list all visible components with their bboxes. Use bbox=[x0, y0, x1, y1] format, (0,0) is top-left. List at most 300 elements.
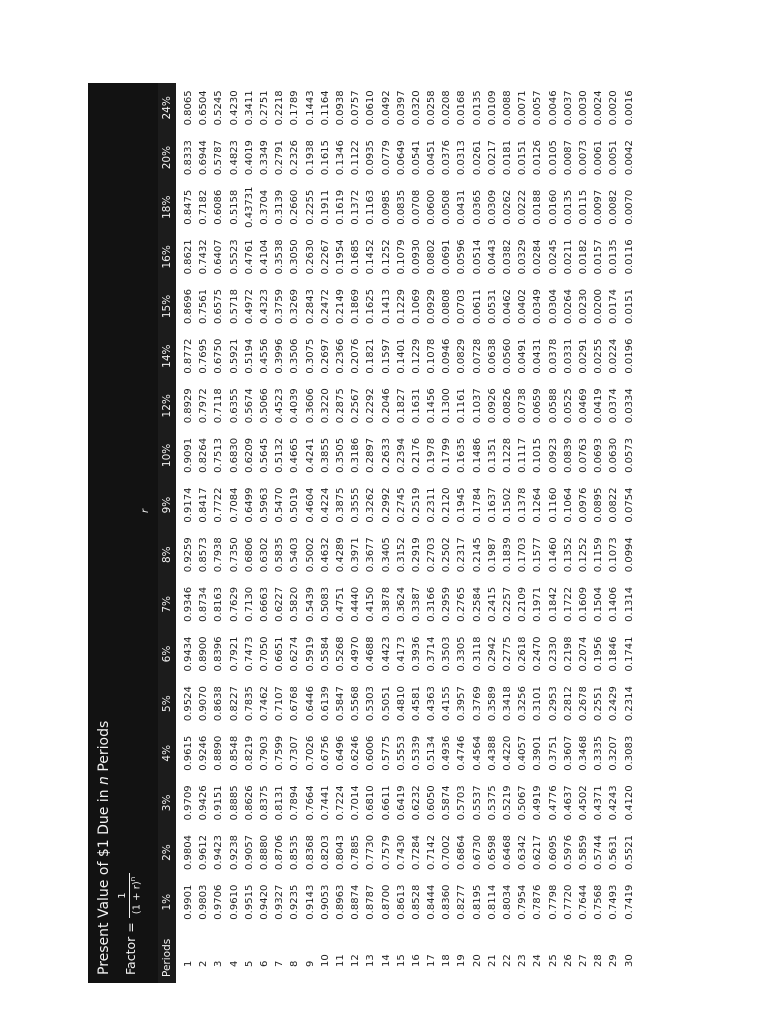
table-row bbox=[439, 83, 454, 983]
pv-factor-cell: 0.4972 bbox=[243, 289, 255, 324]
pv-factor-cell: 0.7629 bbox=[228, 586, 240, 622]
pv-factor-cell: 0.7002 bbox=[441, 835, 453, 871]
pv-factor-cell: 0.8929 bbox=[183, 388, 195, 424]
pv-factor-cell: 0.1117 bbox=[517, 437, 529, 473]
pv-factor-cell: 0.2218 bbox=[274, 90, 286, 126]
pv-factor-cell: 0.0115 bbox=[577, 189, 589, 225]
pv-factor-cell: 0.1163 bbox=[365, 189, 377, 225]
period-cell: 2 bbox=[198, 960, 210, 967]
pv-factor-cell: 0.5631 bbox=[608, 835, 620, 871]
pv-factor-cell: 0.1685 bbox=[350, 239, 362, 275]
pv-factor-cell: 0.8638 bbox=[213, 686, 225, 722]
pv-factor-cell: 0.0469 bbox=[577, 388, 589, 424]
pv-factor-cell: 0.4241 bbox=[304, 437, 316, 473]
pv-factor-cell: 0.0492 bbox=[380, 90, 392, 126]
pv-factor-cell: 0.7885 bbox=[350, 835, 362, 871]
rate-column-header: 3% bbox=[161, 794, 173, 812]
pv-factor-cell: 0.4919 bbox=[532, 785, 544, 821]
table-row bbox=[500, 83, 515, 983]
pv-factor-cell: 0.0376 bbox=[441, 140, 453, 176]
pv-factor-cell: 0.0588 bbox=[547, 388, 559, 424]
pv-factor-cell: 0.2326 bbox=[289, 140, 301, 176]
pv-factor-cell: 0.8874 bbox=[350, 884, 362, 920]
pv-factor-cell: 0.8114 bbox=[486, 884, 498, 920]
pv-factor-cell: 0.2678 bbox=[577, 686, 589, 722]
pv-factor-cell: 0.1938 bbox=[304, 140, 316, 176]
period-cell: 16 bbox=[410, 954, 422, 967]
pv-factor-cell: 0.7644 bbox=[577, 884, 589, 920]
pv-factor-cell: 0.2257 bbox=[502, 586, 514, 622]
table-row bbox=[394, 83, 409, 983]
pv-factor-cell: 0.6864 bbox=[456, 835, 468, 871]
pv-factor-cell: 0.5787 bbox=[213, 140, 225, 176]
table-row bbox=[621, 83, 636, 983]
pv-factor-cell: 0.0151 bbox=[517, 140, 529, 176]
pv-factor-cell: 0.0895 bbox=[593, 487, 605, 523]
period-cell: 3 bbox=[213, 960, 225, 967]
pv-factor-cell: 0.5521 bbox=[623, 835, 635, 871]
period-cell: 14 bbox=[380, 954, 392, 967]
pv-factor-cell: 0.2765 bbox=[456, 586, 468, 622]
pv-factor-cell: 0.1252 bbox=[380, 239, 392, 275]
pv-factor-cell: 0.4120 bbox=[623, 785, 635, 821]
title-bar bbox=[88, 83, 158, 983]
pv-factor-cell: 0.0037 bbox=[562, 90, 574, 126]
pv-factor-cell: 0.4746 bbox=[456, 735, 468, 771]
period-cell: 9 bbox=[304, 960, 316, 967]
rate-column-header: 20% bbox=[161, 145, 173, 170]
pv-factor-cell: 0.5568 bbox=[350, 686, 362, 722]
pv-factor-cell: 0.0070 bbox=[623, 189, 635, 225]
pv-factor-cell: 0.5919 bbox=[304, 636, 316, 672]
pv-factor-cell: 0.7142 bbox=[426, 835, 438, 871]
pv-factor-cell: 0.1413 bbox=[380, 289, 392, 324]
pv-factor-cell: 0.4388 bbox=[486, 735, 498, 771]
pv-factor-cell: 0.6246 bbox=[350, 735, 362, 771]
pv-factor-cell: 0.9091 bbox=[183, 437, 195, 473]
pv-factor-cell: 0.5245 bbox=[213, 90, 225, 126]
pv-factor-cell: 0.0082 bbox=[608, 189, 620, 225]
rate-column-header: 7% bbox=[161, 596, 173, 613]
pv-factor-cell: 0.4057 bbox=[517, 735, 529, 771]
pv-factor-cell: 0.1159 bbox=[593, 537, 605, 573]
pv-factor-cell: 0.2470 bbox=[532, 636, 544, 672]
pv-factor-cell: 0.0431 bbox=[456, 189, 468, 225]
pv-factor-cell: 0.3166 bbox=[426, 586, 438, 622]
pv-factor-cell: 0.0703 bbox=[456, 289, 468, 324]
pv-factor-cell: 0.1069 bbox=[410, 289, 422, 324]
pv-factor-cell: 0.2745 bbox=[395, 487, 407, 523]
pv-factor-cell: 0.2618 bbox=[517, 636, 529, 672]
pv-factor-cell: 0.2843 bbox=[304, 289, 316, 324]
pv-factor-cell: 0.6810 bbox=[365, 785, 377, 821]
pv-factor-cell: 0.7014 bbox=[350, 785, 362, 821]
pv-factor-cell: 0.4371 bbox=[593, 785, 605, 821]
pv-factor-cell: 0.0016 bbox=[623, 90, 635, 126]
pv-factor-cell: 0.2394 bbox=[395, 437, 407, 473]
pv-factor-cell: 0.2415 bbox=[486, 586, 498, 622]
pv-factor-cell: 0.7835 bbox=[243, 686, 255, 722]
pv-factor-cell: 0.0088 bbox=[502, 90, 514, 126]
factor-numerator: 1 bbox=[117, 892, 128, 899]
pv-factor-cell: 0.4039 bbox=[289, 388, 301, 424]
pv-factor-cell: 0.2149 bbox=[334, 289, 346, 324]
pv-factor-cell: 0.4823 bbox=[228, 140, 240, 176]
pv-factor-cell: 0.3901 bbox=[532, 735, 544, 771]
pv-factor-cell: 0.9434 bbox=[183, 636, 195, 672]
pv-factor-cell: 0.4230 bbox=[228, 90, 240, 126]
pv-factor-cell: 0.1502 bbox=[502, 487, 514, 523]
pv-factor-cell: 0.5847 bbox=[334, 686, 346, 722]
pv-factor-cell: 0.8360 bbox=[441, 884, 453, 920]
pv-factor-cell: 0.0923 bbox=[547, 437, 559, 473]
pv-factor-cell: 0.0938 bbox=[334, 90, 346, 126]
pv-factor-cell: 0.5645 bbox=[259, 437, 271, 473]
pv-factor-cell: 0.1252 bbox=[577, 537, 589, 573]
pv-factor-cell: 0.1228 bbox=[502, 437, 514, 473]
table-row bbox=[257, 83, 272, 983]
table-row bbox=[576, 83, 591, 983]
pv-factor-cell: 0.1846 bbox=[608, 636, 620, 672]
rate-column-header: 9% bbox=[161, 496, 173, 514]
pv-factor-cell: 0.5674 bbox=[243, 388, 255, 424]
pv-factor-cell: 0.2633 bbox=[380, 437, 392, 473]
pv-factor-cell: 0.9151 bbox=[213, 785, 225, 821]
pv-factor-cell: 0.9901 bbox=[183, 884, 195, 920]
pv-factor-cell: 0.6806 bbox=[243, 537, 255, 573]
pv-factor-cell: 0.5268 bbox=[334, 636, 346, 672]
pv-factor-cell: 0.3305 bbox=[456, 636, 468, 672]
table-row bbox=[211, 83, 226, 983]
table-row bbox=[348, 83, 363, 983]
pv-factor-cell: 0.7284 bbox=[410, 835, 422, 871]
table-title bbox=[96, 721, 112, 975]
pv-factor-cell: 0.8787 bbox=[365, 884, 377, 920]
pv-factor-cell: 0.7664 bbox=[304, 785, 316, 821]
pv-factor-cell: 0.0061 bbox=[593, 140, 605, 176]
table-row bbox=[378, 83, 393, 983]
pv-factor-cell: 0.4019 bbox=[243, 140, 255, 176]
table-row bbox=[454, 83, 469, 983]
pv-factor-cell: 0.8065 bbox=[183, 90, 195, 126]
pv-factor-cell: 0.2791 bbox=[274, 140, 286, 176]
pv-factor-cell: 0.3152 bbox=[395, 537, 407, 573]
pv-factor-cell: 0.6756 bbox=[319, 735, 331, 771]
pv-factor-cell: 0.8734 bbox=[198, 586, 210, 622]
rate-column-header: 4% bbox=[161, 744, 173, 762]
pv-factor-cell: 0.0839 bbox=[562, 437, 574, 473]
pv-factor-cell: 0.3704 bbox=[259, 189, 271, 225]
pv-factor-cell: 0.8043 bbox=[334, 835, 346, 871]
table-row bbox=[227, 83, 242, 983]
pv-factor-cell: 0.1351 bbox=[486, 437, 498, 473]
pv-factor-cell: 0.5775 bbox=[380, 735, 392, 771]
pv-factor-cell: 0.0196 bbox=[623, 338, 635, 374]
pv-factor-cell: 0.7350 bbox=[228, 537, 240, 573]
pv-factor-cell: 0.9524 bbox=[183, 686, 195, 722]
pv-factor-cell: 0.4936 bbox=[441, 735, 453, 771]
pv-factor-cell: 0.2267 bbox=[319, 239, 331, 275]
pv-factor-cell: 0.0291 bbox=[577, 338, 589, 374]
pv-factor-cell: 0.7972 bbox=[198, 388, 210, 424]
pv-factor-cell: 0.6504 bbox=[198, 90, 210, 126]
pv-factor-cell: 0.9610 bbox=[228, 884, 240, 920]
pv-factor-cell: 0.0779 bbox=[380, 140, 392, 176]
pv-factor-cell: 0.6830 bbox=[228, 437, 240, 473]
pv-factor-cell: 0.2120 bbox=[441, 487, 453, 523]
pv-factor-cell: 0.1625 bbox=[365, 289, 377, 324]
pv-factor-cell: 0.8621 bbox=[183, 239, 195, 275]
pv-factor-cell: 0.0057 bbox=[532, 90, 544, 126]
pv-factor-cell: 0.0174 bbox=[608, 289, 620, 324]
pv-factor-cell: 0.6575 bbox=[213, 289, 225, 324]
pv-factor-cell: 0.5523 bbox=[228, 239, 240, 275]
pv-factor-cell: 0.1978 bbox=[426, 437, 438, 473]
pv-factor-cell: 0.8626 bbox=[243, 785, 255, 821]
pv-factor-cell: 0.7903 bbox=[259, 735, 271, 771]
pv-factor-cell: 0.2551 bbox=[593, 686, 605, 722]
pv-factor-cell: 0.3606 bbox=[304, 388, 316, 424]
period-cell: 18 bbox=[441, 954, 453, 967]
pv-factor-cell: 0.2292 bbox=[365, 388, 377, 424]
title-prefix: Present Value of $1 Due in bbox=[96, 784, 112, 975]
pv-factor-cell: 0.0638 bbox=[486, 338, 498, 374]
pv-factor-cell: 0.6419 bbox=[395, 785, 407, 821]
table-row bbox=[546, 83, 561, 983]
pv-factor-cell: 0.3405 bbox=[380, 537, 392, 573]
pv-factor-cell: 0.3751 bbox=[547, 735, 559, 771]
pv-factor-cell: 0.9420 bbox=[259, 884, 271, 920]
pv-factor-cell: 0.7730 bbox=[365, 835, 377, 871]
pv-factor-cell: 0.4220 bbox=[502, 735, 514, 771]
rate-column-header: 1% bbox=[161, 893, 173, 911]
pv-factor-cell: 0.8528 bbox=[410, 884, 422, 920]
pv-factor-cell: 0.0573 bbox=[623, 437, 635, 473]
pv-factor-cell: 0.3186 bbox=[350, 437, 362, 473]
pv-factor-cell: 0.0365 bbox=[471, 189, 483, 225]
period-cell: 25 bbox=[547, 954, 559, 967]
pv-factor-cell: 0.0728 bbox=[471, 338, 483, 374]
pv-factor-cell: 0.8890 bbox=[213, 735, 225, 771]
table-row bbox=[606, 83, 621, 983]
pv-factor-cell: 0.1314 bbox=[623, 586, 635, 622]
pv-factor-cell: 0.2584 bbox=[471, 586, 483, 622]
pv-factor-cell: 0.4150 bbox=[365, 586, 377, 622]
pv-factor-cell: 0.1741 bbox=[623, 636, 635, 672]
pv-factor-cell: 0.0382 bbox=[502, 239, 514, 275]
pv-factor-cell: 0.1869 bbox=[350, 289, 362, 324]
pv-factor-cell: 0.3220 bbox=[319, 388, 331, 424]
period-cell: 27 bbox=[577, 954, 589, 967]
pv-factor-cell: 0.0935 bbox=[365, 140, 377, 176]
period-cell: 24 bbox=[532, 954, 544, 967]
pv-factor-cell: 0.0431 bbox=[532, 338, 544, 374]
pv-factor-cell: 0.0462 bbox=[502, 289, 514, 324]
pv-factor-cell: 0.0976 bbox=[577, 487, 589, 523]
rate-column-header: 6% bbox=[161, 645, 173, 663]
pv-factor-cell: 0.2919 bbox=[410, 537, 422, 573]
pv-factor-cell: 0.2875 bbox=[334, 388, 346, 424]
pv-factor-cell: 0.0378 bbox=[547, 338, 559, 374]
pv-factor-cell: 0.8900 bbox=[198, 636, 210, 672]
pv-factor-cell: 0.0822 bbox=[608, 487, 620, 523]
pv-factor-cell: 0.1406 bbox=[608, 586, 620, 622]
rate-column-header: 2% bbox=[161, 844, 173, 861]
pv-factor-cell: 0.0763 bbox=[577, 437, 589, 473]
period-cell: 5 bbox=[243, 960, 255, 967]
factor-exponent: n bbox=[128, 876, 137, 882]
pv-factor-cell: 0.3139 bbox=[274, 189, 286, 225]
period-cell: 17 bbox=[426, 954, 438, 967]
pv-factor-cell: 0.4224 bbox=[319, 487, 331, 523]
pv-factor-cell: 0.0610 bbox=[365, 90, 377, 126]
pv-factor-cell: 0.1160 bbox=[547, 487, 559, 523]
pv-factor-cell: 0.3677 bbox=[365, 537, 377, 573]
table-row bbox=[272, 83, 287, 983]
pv-factor-cell: 0.2145 bbox=[471, 537, 483, 573]
table-row bbox=[196, 83, 211, 983]
pv-factor-cell: 0.8333 bbox=[183, 140, 195, 176]
pv-factor-cell: 0.1637 bbox=[486, 487, 498, 523]
pv-factor-cell: 0.5303 bbox=[365, 686, 377, 722]
pv-factor-cell: 0.3387 bbox=[410, 586, 422, 622]
pv-factor-cell: 0.0926 bbox=[486, 388, 498, 424]
pv-factor-cell: 0.8885 bbox=[228, 785, 240, 821]
pv-factor-cell: 0.1486 bbox=[471, 437, 483, 473]
pv-factor-cell: 0.8131 bbox=[274, 785, 286, 821]
pv-factor-cell: 0.0334 bbox=[623, 388, 635, 424]
present-value-table bbox=[158, 83, 637, 983]
pv-factor-cell: 0.4581 bbox=[410, 686, 422, 722]
pv-factor-cell: 0.0738 bbox=[517, 388, 529, 424]
pv-factor-cell: 0.0320 bbox=[410, 90, 422, 126]
pv-factor-cell: 0.2519 bbox=[410, 487, 422, 523]
pv-factor-cell: 0.2751 bbox=[259, 90, 271, 126]
pv-factor-cell: 0.4604 bbox=[304, 487, 316, 523]
pv-factor-cell: 0.1064 bbox=[562, 487, 574, 523]
pv-factor-cell: 0.1264 bbox=[532, 487, 544, 523]
pv-factor-cell: 0.1037 bbox=[471, 388, 483, 424]
rate-column-header: 18% bbox=[161, 195, 173, 219]
period-cell: 15 bbox=[395, 954, 407, 967]
pv-factor-cell: 0.9259 bbox=[183, 537, 195, 573]
pv-factor-cell: 0.1015 bbox=[532, 437, 544, 473]
pv-factor-cell: 0.5820 bbox=[289, 586, 301, 622]
pv-factor-cell: 0.6086 bbox=[213, 189, 225, 225]
pv-factor-cell: 0.1635 bbox=[456, 437, 468, 473]
period-cell: 10 bbox=[319, 954, 331, 967]
pv-factor-cell: 0.3506 bbox=[289, 338, 301, 374]
pv-factor-cell: 0.0116 bbox=[623, 239, 635, 275]
pv-factor-cell: 0.1827 bbox=[395, 388, 407, 424]
pv-factor-cell: 0.4289 bbox=[334, 537, 346, 573]
pv-factor-cell: 0.7432 bbox=[198, 239, 210, 275]
pv-factor-cell: 0.0349 bbox=[532, 289, 544, 324]
pv-factor-cell: 0.2311 bbox=[426, 487, 438, 523]
pv-factor-cell: 0.1460 bbox=[547, 537, 559, 573]
pv-factor-cell: 0.6663 bbox=[259, 586, 271, 622]
pv-factor-cell: 0.7513 bbox=[213, 437, 225, 473]
pv-factor-cell: 0.0802 bbox=[426, 239, 438, 275]
pv-factor-cell: 0.1229 bbox=[410, 338, 422, 374]
pv-factor-cell: 0.8375 bbox=[259, 785, 271, 821]
pv-factor-cell: 0.4155 bbox=[441, 686, 453, 722]
pv-factor-cell: 0.3607 bbox=[562, 735, 574, 771]
table-row bbox=[530, 83, 545, 983]
pv-factor-cell: 0.1577 bbox=[532, 537, 544, 573]
rate-column-header: 8% bbox=[161, 546, 173, 564]
pv-factor-cell: 0.2317 bbox=[456, 537, 468, 573]
pv-factor-cell: 0.3624 bbox=[395, 586, 407, 622]
pv-factor-cell: 0.6050 bbox=[426, 785, 438, 821]
pv-factor-cell: 0.2330 bbox=[547, 636, 559, 672]
rate-column-header: 16% bbox=[161, 245, 173, 269]
table-row bbox=[470, 83, 485, 983]
pv-factor-cell: 0.5584 bbox=[319, 636, 331, 672]
pv-factor-cell: 0.0826 bbox=[502, 388, 514, 424]
pv-factor-cell: 0.0691 bbox=[441, 239, 453, 275]
pv-factor-cell: 0.9423 bbox=[213, 835, 225, 871]
rate-column-header: 10% bbox=[161, 443, 173, 468]
pv-factor-cell: 0.5859 bbox=[577, 835, 589, 871]
pv-factor-cell: 0.9615 bbox=[183, 735, 195, 771]
rate-variable-label: r bbox=[140, 508, 151, 513]
pv-factor-cell: 0.4104 bbox=[259, 239, 271, 275]
pv-factor-cell: 0.7894 bbox=[289, 785, 301, 821]
pv-factor-cell: 0.1615 bbox=[319, 140, 331, 176]
pv-factor-cell: 0.5718 bbox=[228, 289, 240, 324]
pv-factor-cell: 0.6355 bbox=[228, 388, 240, 424]
pv-factor-cell: 0.6468 bbox=[502, 835, 514, 871]
pv-factor-cell: 0.3538 bbox=[274, 239, 286, 275]
pv-factor-cell: 0.3505 bbox=[334, 437, 346, 473]
pv-factor-cell: 0.1945 bbox=[456, 487, 468, 523]
pv-factor-cell: 0.2660 bbox=[289, 189, 301, 225]
pv-factor-cell: 0.0659 bbox=[532, 388, 544, 424]
pv-factor-cell: 0.8417 bbox=[198, 487, 210, 523]
pv-factor-cell: 0.3207 bbox=[608, 735, 620, 771]
pv-factor-cell: 0.1722 bbox=[562, 586, 574, 622]
pv-factor-cell: 0.7419 bbox=[623, 884, 635, 920]
pv-factor-cell: 0.0051 bbox=[608, 140, 620, 176]
pv-factor-cell: 0.3349 bbox=[259, 140, 271, 176]
pv-factor-cell: 0.7876 bbox=[532, 884, 544, 920]
pv-factor-cell: 0.5835 bbox=[274, 537, 286, 573]
pv-factor-cell: 0.0329 bbox=[517, 239, 529, 275]
pv-factor-cell: 0.0331 bbox=[562, 338, 574, 374]
pv-factor-cell: 0.9327 bbox=[274, 884, 286, 920]
pv-factor-cell: 0.3075 bbox=[304, 338, 316, 374]
pv-factor-cell: 0.5874 bbox=[441, 785, 453, 821]
pv-factor-cell: 0.3714 bbox=[426, 636, 438, 672]
pv-factor-cell: 0.7430 bbox=[395, 835, 407, 871]
pv-factor-cell: 0.1619 bbox=[334, 189, 346, 225]
pv-factor-cell: 0.0525 bbox=[562, 388, 574, 424]
pv-factor-cell: 0.0261 bbox=[471, 140, 483, 176]
pv-factor-cell: 0.0046 bbox=[547, 90, 559, 126]
pv-factor-cell: 0.0397 bbox=[395, 90, 407, 126]
pv-factor-cell: 0.1839 bbox=[502, 537, 514, 573]
pv-factor-cell: 0.6342 bbox=[517, 835, 529, 871]
pv-factor-cell: 0.3335 bbox=[593, 735, 605, 771]
pv-factor-cell: 0.4323 bbox=[259, 289, 271, 324]
pv-factor-cell: 0.1401 bbox=[395, 338, 407, 374]
rate-column-header: 5% bbox=[161, 695, 173, 712]
pv-factor-cell: 0.1842 bbox=[547, 586, 559, 622]
pv-factor-cell: 0.7720 bbox=[562, 884, 574, 920]
pv-factor-cell: 0.2812 bbox=[562, 686, 574, 722]
pv-factor-cell: 0.0374 bbox=[608, 388, 620, 424]
